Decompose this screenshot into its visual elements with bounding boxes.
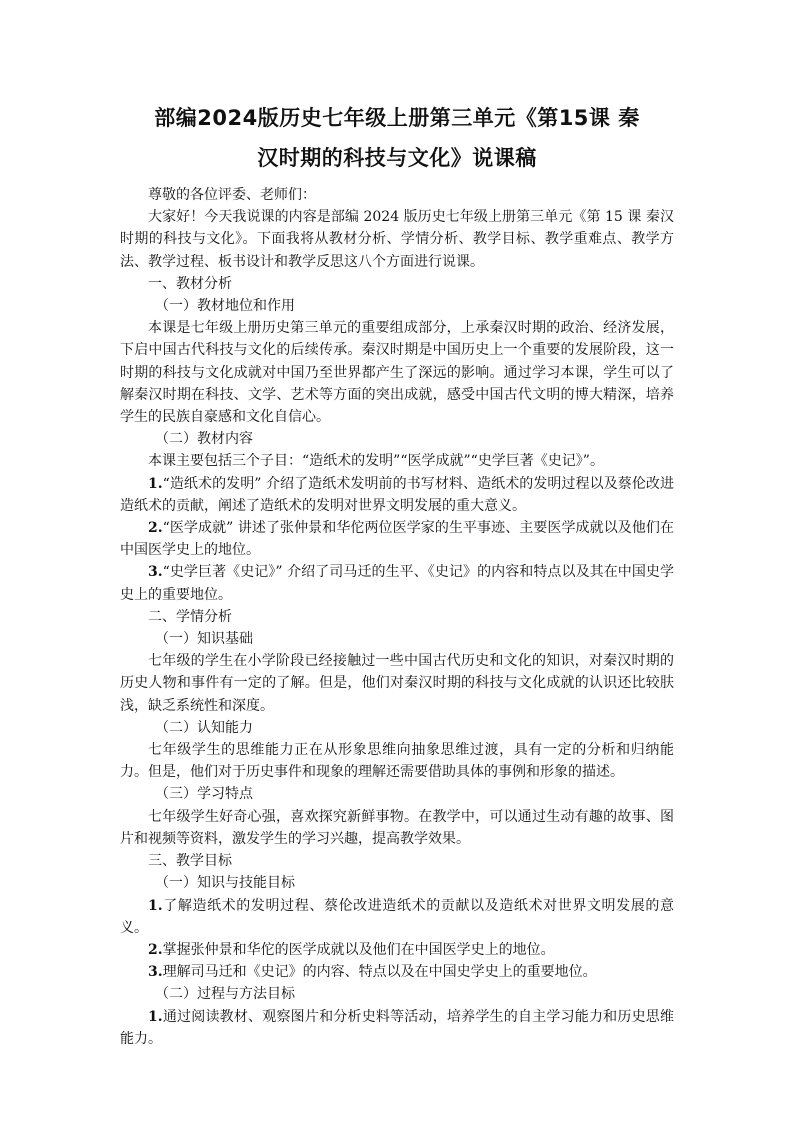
item-number: 3. xyxy=(148,564,163,581)
item-text: “史学巨著《史记》” 介绍了司马迁的生平、《史记》的内容和特点以及其在中国史学史上的重要地位。 xyxy=(120,564,674,603)
section-heading-1: 一、教材分析 xyxy=(148,275,232,292)
item-number: 1. xyxy=(148,897,163,914)
salutation: 尊敬的各位评委、老师们： xyxy=(148,187,316,203)
item-text: “医学成就” 讲述了张仲景和华佗两位医学家的生平事迹、主要医学成就以及他们在中国医学史上的地位。 xyxy=(120,520,674,559)
subsection-heading: （三）学习特点 xyxy=(155,786,253,803)
subsection-heading: （二）教材内容 xyxy=(155,431,253,448)
paragraph: 七年级学生好奇心强，喜欢探究新鲜事物。在教学中，可以通过生动有趣的故事、图片和视频等资料，激发学生的学习兴趣，提高教学效果。 xyxy=(120,808,674,847)
list-item xyxy=(120,517,674,561)
section-heading-3: 三、教学目标 xyxy=(148,853,232,870)
subsection-heading: （一）知识基础 xyxy=(155,631,253,648)
list-item xyxy=(120,895,674,939)
subsection-heading: （一）知识与技能目标 xyxy=(155,875,295,892)
paragraph: 本课主要包括三个子目：“造纸术的发明”“医学成就”“史学巨著《史记》”。 xyxy=(148,453,604,470)
item-number: 2. xyxy=(148,941,163,958)
list-item xyxy=(120,561,674,605)
item-text: “造纸术的发明” 介绍了造纸术发明前的书写材料、造纸术的发明过程以及蔡伦改进造纸术的贡献，阐述了造纸术的发明对世界文明发展的重大意义。 xyxy=(120,475,674,514)
paragraph: 七年级学生的思维能力正在从形象思维向抽象思维过渡，具有一定的分析和归纳能力。但是，他们对于历史事件和现象的理解还需要借助具体的事例和形象的描述。 xyxy=(120,742,674,781)
list-item xyxy=(120,939,674,961)
paragraph: 本课是七年级上册历史第三单元的重要组成部分，上承秦汉时期的政治、经济发展，下启中国古代科技与文化的后续传承。秦汉时期是中国历史上一个重要的发展阶段，这一时期的科技与文化成就对中国乃至世界都产生了深远的影响。通过学习本课，学生可以了解秦汉时期在科技、文学、艺术等方面的突出成就，感受中国古代文明的博大精深，培养学生的民族自豪感和文化自信心。 xyxy=(120,320,674,426)
list-item xyxy=(120,1006,674,1050)
item-text: 通过阅读教材、观察图片和分析史料等活动，培养学生的自主学习能力和历史思维能力。 xyxy=(120,1008,674,1047)
document-title xyxy=(120,98,674,178)
item-number: 1. xyxy=(148,1008,163,1025)
section-heading-2: 二、学情分析 xyxy=(148,608,232,625)
item-number: 2. xyxy=(148,520,163,537)
document-body xyxy=(120,184,674,1050)
item-number: 3. xyxy=(148,964,163,981)
title-line-2: 汉时期的科技与文化》说课稿 xyxy=(257,146,537,170)
paragraph: 七年级的学生在小学阶段已经接触过一些中国古代历史和文化的知识，对秦汉时期的历史人物和事件有一定的了解。但是，他们对秦汉时期的科技与文化成就的认识还比较肤浅，缺乏系统性和深度。 xyxy=(120,653,674,714)
subsection-heading: （二）认知能力 xyxy=(155,719,253,736)
item-text: 理解司马迁和《史记》的内容、特点以及在中国史学史上的重要地位。 xyxy=(162,964,597,981)
subsection-heading: （二）过程与方法目标 xyxy=(155,986,295,1003)
title-line-1: 部编2024版历史七年级上册第三单元《第15课 秦 xyxy=(154,106,640,130)
item-text: 了解造纸术的发明过程、蔡伦改进造纸术的贡献以及造纸术对世界文明发展的意义。 xyxy=(120,897,674,936)
item-number: 1. xyxy=(148,475,163,492)
list-item xyxy=(120,473,674,517)
subsection-heading: （一）教材地位和作用 xyxy=(155,298,295,315)
list-item xyxy=(120,961,674,983)
item-text: 掌握张仲景和华佗的医学成就以及他们在中国医学史上的地位。 xyxy=(162,941,555,958)
intro-paragraph: 大家好！今天我说课的内容是部编 2024 版历史七年级上册第三单元《第 15 课 秦汉时期的科技与文化》。下面我将从教材分析、学情分析、教学目标、教学重难点、教学方法、教学过程、板书设计和教学反思这八个方面进行说课。 xyxy=(120,209,674,270)
